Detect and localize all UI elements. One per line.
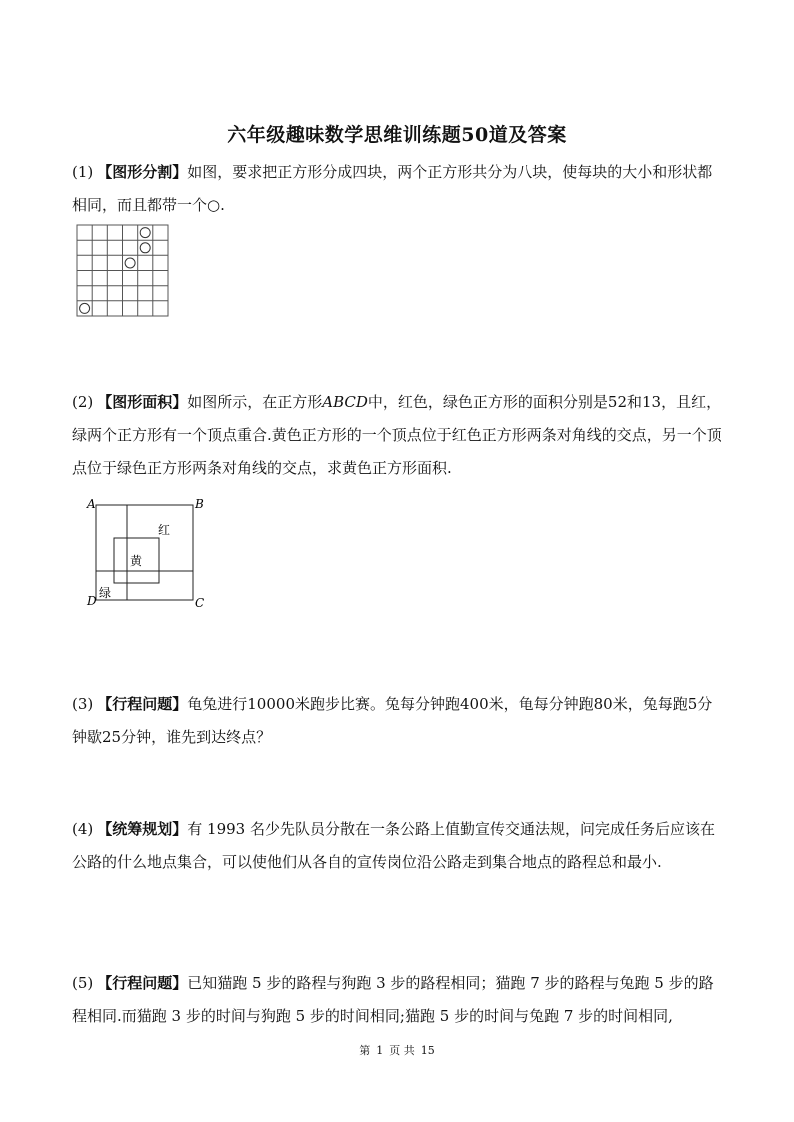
- question-number: (2): [72, 393, 94, 411]
- yellow-label: 黄: [130, 554, 143, 568]
- question-text: 中，红色，绿色正方形的面积分别是52和13，且红，绿两个正方形有一个顶点重合.黄色正方形的一个顶点位于红色正方形两条对角线的交点，另一个顶点位于绿色正方形两条对角线的交点，求黄色正方形面积.: [72, 393, 722, 477]
- vertex-label-a: A: [87, 497, 96, 511]
- question-tag: 【行程问题】: [97, 695, 188, 713]
- question-number: (1): [72, 163, 94, 181]
- question-text: 如图，要求把正方形分成四块，两个正方形共分为八块，使每块的大小和形状都相同，而且都带一个○.: [72, 163, 713, 214]
- question-number: (5): [72, 974, 94, 992]
- footer-prefix: 第: [359, 1044, 371, 1057]
- vertex-label-d: D: [87, 594, 97, 608]
- question-tag: 【图形面积】: [97, 393, 188, 411]
- question-number: (3): [72, 695, 94, 713]
- question-tag: 【图形分割】: [97, 163, 188, 181]
- question-text: 已知猫跑 5 步的路程与狗跑 3 步的路程相同；猫跑 7 步的路程与兔跑 5 步的路程相同.而猫跑 3 步的时间与狗跑 5 步的时间相同;猫跑 5 步的时间与兔跑 7 步的时间相同,: [72, 974, 714, 1025]
- question-text: 龟兔进行10000米跑步比赛。兔每分钟跑400米，龟每分钟跑80米，兔每跑5分钟歇25分钟，谁先到达终点？: [72, 695, 713, 746]
- page-title: 六年级趣味数学思维训练题50道及答案: [227, 124, 567, 146]
- green-label: 绿: [99, 586, 112, 600]
- question-text: 有 1993 名少先队员分散在一条公路上值勤宣传交通法规，问完成任务后应该在公路的什么地点集合，可以使他们从各自的宣传岗位沿公路走到集合地点的路程总和最小.: [72, 820, 715, 871]
- square-name: ABCD: [322, 393, 368, 411]
- squares-figure: [82, 494, 212, 614]
- question-3: [72, 688, 724, 754]
- question-2: [72, 386, 724, 485]
- question-tag: 【统筹规划】: [97, 820, 188, 838]
- question-number: (4): [72, 820, 94, 838]
- circle-marker: [125, 258, 135, 268]
- red-label: 红: [158, 523, 171, 537]
- vertex-label-b: B: [195, 497, 204, 511]
- circle-marker: [140, 228, 150, 238]
- question-text: 如图所示，在正方形: [187, 393, 323, 411]
- footer-mid: 页 共: [389, 1044, 415, 1057]
- footer-total-pages: 15: [420, 1044, 435, 1057]
- question-5: [72, 967, 724, 1033]
- circle-marker: [80, 303, 90, 313]
- question-tag: 【行程问题】: [97, 974, 188, 992]
- grid-figure: [76, 224, 170, 318]
- question-4: [72, 813, 724, 879]
- question-1: [72, 156, 724, 222]
- page-footer: [0, 1042, 794, 1058]
- vertex-label-c: C: [195, 596, 205, 610]
- footer-page-number: 1: [376, 1044, 384, 1057]
- circle-marker: [140, 243, 150, 253]
